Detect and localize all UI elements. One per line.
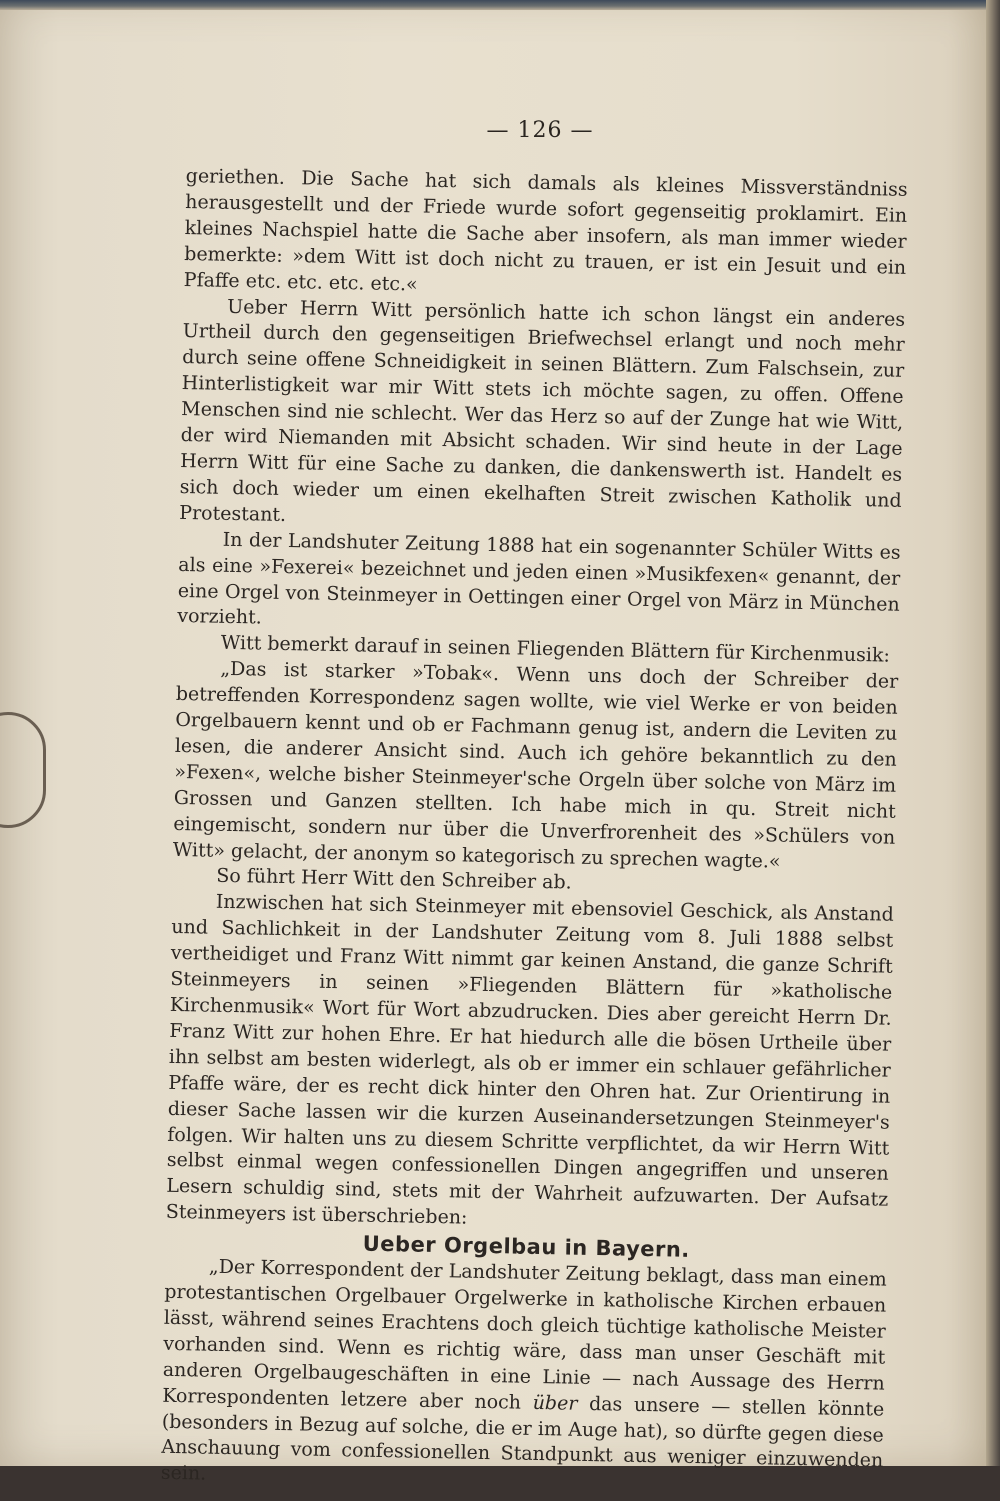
book-spine-edge: [986, 0, 1000, 1466]
paragraph-3: In der Landshuter Zeitung 1888 hat ein sogenannter Schüler Witts es als eine »Fexerei« bezeichnet und jeden einen »Musikfexen« genannt, der eine Orgel von Steinmeyer in Oettingen einer Orgel von März in München vorzieht.: [177, 528, 901, 629]
paragraph-6: So führt Herr Witt den Schreiber ab.: [216, 865, 572, 895]
section-heading: Ueber Orgelbau in Bayern.: [362, 1231, 691, 1263]
paragraph-8-emphasis: über: [532, 1391, 578, 1415]
paragraph-8-quote: [161, 1254, 887, 1501]
paragraph-4: Witt bemerkt darauf in seinen Fliegenden Blättern für Kirchenmusik:: [220, 632, 891, 667]
binding-clip: [0, 712, 46, 828]
paragraph-8-text-b: das unsere — stellen könnte (besonders in Bezug auf solche, die er im Auge hat), so dürfte gegen diese Anschauung vom confessionellen Standpunkt aus weniger einzuwenden sein.: [160, 1392, 885, 1485]
paragraph-2: Ueber Herrn Witt persönlich hatte ich schon längst ein anderes Urtheil durch den gegenseitigen Briefwechsel erlangt und noch mehr durch seine offene Schneidigkeit in seinen Blättern. Zum Falschsein, zur Hinterlistigkeit war mir Witt stets ich möchte sagen, zu offen. Offene Menschen sind nie schlecht. Wer das Herz so auf der Zunge hat wie Witt, der wird Niemanden mit Absicht schaden. Wir sind heute in der Lage Herrn Witt für eine Sache zu danken, die dankenswerth ist. Handelt es sich doch wieder um einen ekelhaften Streit zwischen Katholik und Protestant.: [179, 295, 906, 526]
paragraph-7: Inzwischen hat sich Steinmeyer mit ebensoviel Geschick, als Anstand und Sachlichkeit in der Landshuter Zeitung vom 8. Juli 1888 selbst vertheidiget und Franz Witt nimmt gar keinen Anstand, die ganze Schrift Steinmeyers in seinen »Fliegenden Blättern für »katholische Kirchenmusik« Wort für Wort abzudrucken. Dies aber gereicht Herrn Dr. Franz Witt zur hohen Ehre. Er hat hiedurch alle die bösen Urtheile über ihn selbst am besten widerlegt, als ob er immer ein schlauer gefährlicher Pfaffe wäre, der es recht dick hinter den Ohren hat. Zur Orientirung in dieser Sache lassen wir die kurzen Auseinandersetzungen Steinmeyer's folgen. Wir halten uns zu diesem Schritte verpflichtet, da wir Herrn Witt selbst einmal wegen confessionellen Dingen angegriffen und unseren Lesern schuldig sind, stets mit der Wahrheit aufzuwarten. Der Aufsatz Steinmeyers ist überschrieben:: [165, 891, 894, 1229]
paragraph-5-quote: „Das ist starker »Tobak«. Wenn uns doch der Schreiber der betreffenden Korrespondenz sagen wollte, wie viel Werke er von beiden Orgelbauern kennt und ob er Fachmann genug ist, andern die Leviten zu lesen, die anderer Ansicht sind. Auch ich gehöre bekanntlich zu den »Fexen«, welche bisher Steinmeyer'sche Orgeln über solche von März im Grossen und Ganzen stellten. Ich habe mich in qu. Streit nicht eingemischt, sondern nur über die Unverfrorenheit des »Schülers von Witt» gelacht, der anonym so kategorisch zu sprechen wagte.«: [172, 657, 899, 873]
scanner-top-edge: [0, 0, 1000, 10]
paragraph-8-text-a: „Der Korrespondent der Landshuter Zeitung beklagt, dass man einem protestantischen Orgelbauer Orgelwerke in katholische Kirchen erbauen lässt, während seines Erachtens doch gleich tüchtige katholische Meister vorhanden sind. Wenn es richtig wäre, dass man unser Geschäft mit anderen Orgelbaugeschäften in eine Linie — nach Aussage des Herrn Korrespondenten letzere aber noch: [162, 1255, 887, 1414]
page-number: — 126 —: [486, 118, 594, 143]
body-text: [161, 164, 908, 1501]
paragraph-1: geriethen. Die Sache hat sich damals als kleines Missverständniss herausgestellt und der Friede wurde sofort gegenseitig proklamirt. Ein kleines Nachspiel hatte die Sache aber insofern, als man immer wieder bemerkte: »dem Witt ist doch nicht zu trauen, er ist ein Jesuit und ein Pfaffe etc. etc. etc. etc.«: [183, 164, 908, 296]
